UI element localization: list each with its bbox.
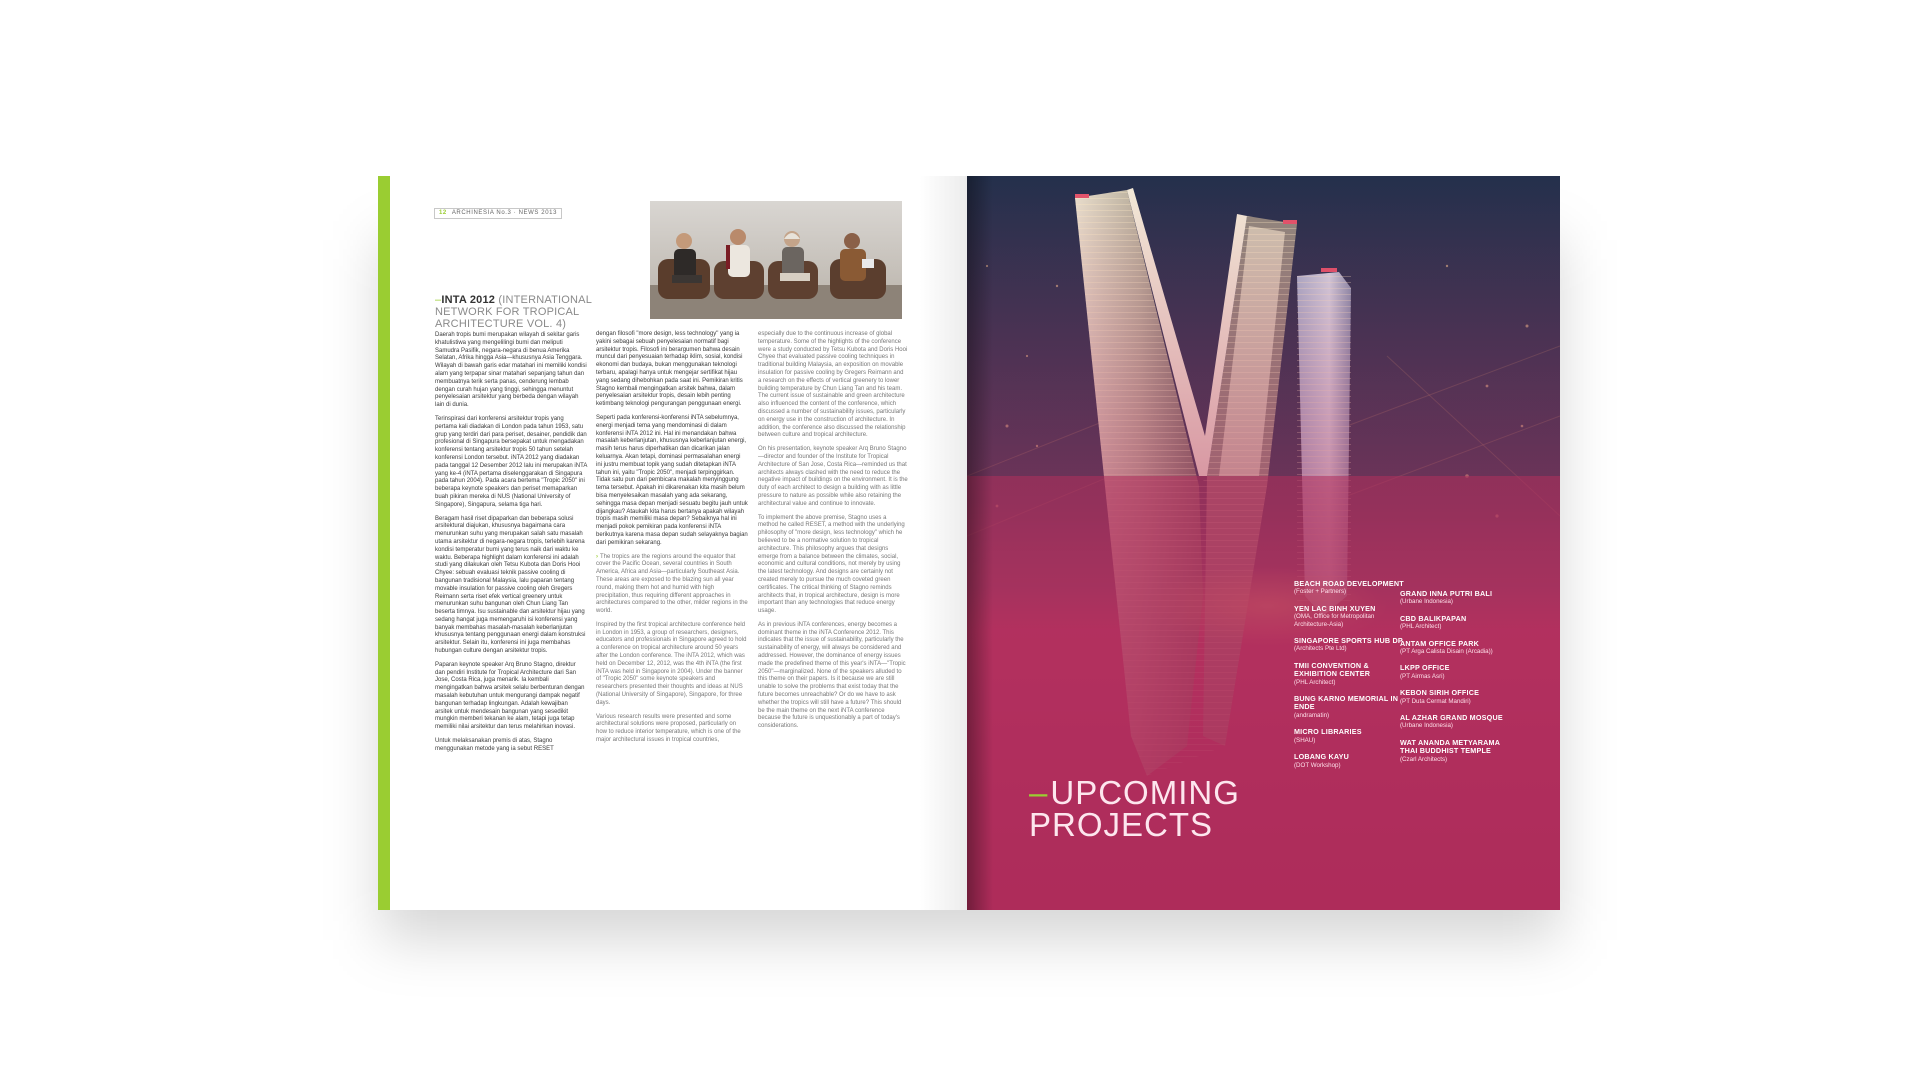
right-page [967, 176, 1560, 910]
heading-line-2: PROJECTS [1029, 806, 1214, 843]
paragraph: Seperti pada konferensi-konferensi iNTA sebelumnya, energi menjadi tema yang mendominasi di dalam konferensi iNTA 2012 ini. Hal ini menandakan bahwa masalah keberlanjutan, khususnya keberlanjutan energi, masih terus harus diperhatikan dan dicarikan jalan keluarnya. Akan tetapi, dominasi permasalahan energi ini justru membuat topik yang sudah ditetapkan iNTA tahun ini, yaitu "Tropic 2050", menjadi terpinggirkan. Tidak satu pun dari pembicara makalah menyinggung tema tersebut. Apakah ini dikarenakan kita masih belum bisa menyelesaikan masalah yang ada sekarang, sehingga masa depan menjadi sesuatu begitu jauh untuk dijangkau? Ataukah kita harus bertanya apakah wilayah tropis masih memiliki masa depan? Sebaiknya hal ini menjadi pokok pemikiran pada konferensi iNTA berikutnya karena masa depan sudah selayaknya bagian dari pemikiran sekarang. [596, 414, 748, 546]
list-item [1400, 664, 1512, 680]
project-firm: (OMA, Office for Metropolitan Architecture-Asia) [1294, 613, 1375, 628]
project-name: CBD BALIKPAPAN [1400, 613, 1467, 623]
title-dash: – [435, 294, 442, 306]
paragraph: Paparan keynote speaker Arq Bruno Stagno, direktur dan pendiri Institute for Tropical Architecture dari San Jose, Costa Rica, juga menarik. Ia kembali mengingatkan bahwa arsitek selalu berbenturan dengan masalah kebutuhan untuk mengurangi dampak negatif bangunan terhadap lingkungan. Adalah kewajiban arsitek untuk mendesain bangunan yang sesedikit mungkin memberi tekanan ke alam, tetapi juga tetap memiliki nilai arsitektur dan terus melahirkan inovasi. [435, 661, 585, 731]
paragraph: Terinspirasi dari konferensi arsitektur tropis yang pertama kali diadakan di London pada tahun 1953, satu grup yang terdiri dari para periset, desainer, pendidik dan profesional di Singapura bersepakat untuk mengadakan konferensi tentang arsitektur tropis 50 tahun setelah konferensi London tersebut. iNTA 2012 yang diadakan pada tanggal 12 Desember 2012 lalu ini merupakan iNTA yang ke-4 (iNTA pertama diselenggarakan di Singapura pada tahun 2004). Pada acara bertema "Tropic 2050" ini beberapa keynote speakers dan periset memaparkan buah pikiran mereka di NUS (National University of Singapore), Singapura, selama tiga hari. [435, 415, 587, 508]
paragraph: Untuk melaksanakan premis di atas, Stagno menggunakan metode yang ia sebut RESET [435, 738, 554, 752]
project-name: KEBON SIRIH OFFICE [1400, 688, 1480, 698]
list-item [1294, 728, 1406, 744]
text-column-3 [758, 331, 908, 737]
text-column-2 [596, 331, 748, 751]
running-head [434, 208, 562, 219]
project-list-left [1294, 580, 1406, 778]
project-firm: (Architects Pte Ltd) [1294, 645, 1347, 653]
project-name: LKPP OFFICE [1400, 663, 1450, 673]
project-firm: (DOT Workshop) [1294, 761, 1341, 769]
project-list-right [1400, 590, 1512, 772]
green-edge-bar [378, 176, 390, 910]
project-name: BEACH ROAD DEVELOPMENT [1294, 579, 1404, 588]
project-name: SINGAPORE SPORTS HUB DP [1294, 636, 1403, 646]
list-item [1294, 662, 1406, 686]
project-firm: (Urbane Indonesia) [1400, 722, 1453, 730]
list-item [1294, 580, 1406, 596]
project-name: BUNG KARNO MEMORIAL IN ENDE [1294, 694, 1399, 712]
article-title [435, 294, 635, 330]
project-firm: (SHAU) [1294, 736, 1316, 744]
list-item [1400, 714, 1512, 730]
chevron-right-icon: › [596, 553, 598, 560]
project-name: AL AZHAR GRAND MOSQUE [1400, 713, 1503, 723]
heading-word-1: UPCOMING [1050, 774, 1240, 811]
title-strong: INTA 2012 [441, 294, 496, 306]
project-name: TMII CONVENTION & EXHIBITION CENTER [1294, 660, 1371, 679]
left-page [378, 176, 967, 910]
project-firm: (PHL Architect) [1294, 678, 1336, 686]
project-firm: (PT Arga Calista Disain (Arcadia)) [1400, 648, 1493, 656]
upcoming-projects-heading [1029, 774, 1240, 843]
english-intro-text: The tropics are the regions around the equator that cover the Pacific Ocean, several countries in South America, Africa and Asia—particularly Southeast Asia. These areas are exposed to the blazing sun all year round, making them hot and humid with high precipitation, thus requiring different approaches in architectures compared to the other, milder regions in the world. [596, 553, 748, 615]
project-firm: (andramatin) [1294, 711, 1330, 719]
paragraph: As in previous iNTA conferences, energy becomes a dominant theme in the iNTA Conference 2012. This indicates that the issue of sustainability, particularly the sustainability of energy, will always be considered and addressed. However, the dominance of energy issues made the predefined theme of this year's iNTA—"Tropic 2050"—marginalized. None of the speakers alluded to this theme on their papers. Is it because we are still unable to solve the problems that exist today that the future becomes unreachable? Or do we have to ask whether the tropics will still have a future? This should be the main theme on the next iNTA conference because the future is unquestionably a part of today's considerations. [758, 621, 906, 730]
project-firm: (Czarl Architects) [1400, 755, 1448, 763]
project-firm: (PT Airmas Asri) [1400, 672, 1445, 680]
list-item [1400, 689, 1512, 705]
english-intro-paragraph [596, 554, 748, 616]
title-rest: (INTERNATIONAL NETWORK FOR TROPICAL ARCHITECTURE VOL. 4) [435, 294, 592, 330]
project-firm: (PT Duta Cermat Mandiri) [1400, 697, 1471, 705]
heading-line-1 [1029, 774, 1240, 811]
list-item [1400, 615, 1512, 631]
list-item [1294, 637, 1406, 653]
conference-panel-photo [650, 201, 902, 319]
project-firm: (Foster + Partners) [1294, 588, 1347, 596]
list-item [1294, 605, 1406, 628]
heading-dash: – [1029, 774, 1049, 811]
running-head-label: ARCHINESIA No.3 · NEWS 2013 [451, 210, 558, 216]
paragraph: dengan filosofi "more design, less technology" yang ia yakini sebagai sebuah penyelesaian normatif bagi arsitektur tropis. Filosofi ini berargumen bahwa desain muncul dari penyesuaian terhadap iklim, sosial, kondisi ekonomi dan budaya, bukan menggunakan teknologi terbaru, apalagi hanya untuk mengejar sertifikat hijau yang sedang dihebohkan pada saat ini. Pemikiran kritis Stagno kembali mengingatkan arsitek bahwa, dalam penyelesaian arsitektur tropis, desain lebih penting ketimbang teknologi pengurangan penggunaan energi. [596, 331, 743, 408]
paragraph: Daerah tropis bumi merupakan wilayah di sekitar garis khatulistiwa yang mengelilingi bumi dan meliputi Samudra Pasifik, negara-negara di benua Amerika Selatan, Afrika hingga Asia—khususnya Asia Tenggara. Wilayah di bawah garis edar matahari ini memiliki kondisi alam yang terpapar sinar matahari sepanjang tahun dan membuatnya terik serta panas, cenderung lembab dengan curah hujan yang tinggi, sehingga menuntut penyelesaian arsitektur yang berbeda dengan wilayah lain di dunia. [435, 332, 587, 409]
project-name: WAT ANANDA METYARAMA THAI BUDDHIST TEMPLE [1400, 737, 1500, 756]
text-column-1 [435, 332, 587, 760]
list-item [1400, 640, 1512, 656]
list-item [1294, 695, 1406, 719]
magazine-spread [378, 176, 1560, 910]
project-firm: (PHL Architect) [1400, 623, 1442, 631]
paragraph: On his presentation, keynote speaker Arq Bruno Stagno—director and founder of the Institute for Tropical Architecture of San Jose, Costa Rica—reminded us that architects always clashed with the need to reduce the negative impact of buildings on the environment. It is the duty of each architect to design a building with as little pressure to nature as possible while also retaining the architectural value and continue to innovate. [758, 446, 908, 507]
project-name: MICRO LIBRARIES [1294, 727, 1362, 737]
paragraph: Various research results were presented and some architectural solutions were proposed, particularly on how to reduce interior temperature, which is one of the major architectural issues in tropical countries, [596, 713, 741, 744]
paragraph: Inspired by the first tropical architecture conference held in London in 1953, a group of researchers, designers, educators and professionals in Singapore agreed to hold a conference on tropical architecture around 50 years after the London conference. The iNTA 2012, which was held on December 12, 2012, was the 4th iNTA (the first iNTA was held in Singapore in 2004). Under the banner of "Tropic 2050" some keynote speakers and researchers presented their thoughts and ideas at NUS (National University of Singapore), Singapore, for three days. [596, 621, 747, 706]
page-number: 12 [439, 210, 447, 216]
panel-photo-illustration [650, 201, 902, 319]
gutter-shadow [967, 176, 993, 910]
project-name: GRAND INNA PUTRI BALI [1400, 589, 1493, 598]
paragraph: To implement the above premise, Stagno uses a method he called RESET, a method with the underlying philosophy of "more design, less technology" which he believed to be a normative solution to tropical architecture. This philosophy argues that designs emerge from a balance between the climates, social, economic and cultural conditions, not merely by using the latest technology. And designs are certainly not created merely to pursue the much coveted green certificates. The critical thinking of Stagno reminds architects that, in tropical architecture, design is more important than any technologies that reduce energy usage. [758, 514, 905, 615]
list-item [1400, 739, 1512, 763]
project-name: YEN LAC BINH XUYEN [1294, 603, 1376, 613]
list-item [1400, 590, 1512, 606]
project-name: ANTAM OFFICE PARK [1400, 638, 1479, 648]
paragraph: Beragam hasil riset dipaparkan dan beberapa solusi arsitektural diajukan, khususnya bagaimana cara menurunkan suhu yang merupakan salah satu masalah utama arsitektur di negara-negara tropis, terlebih karena kondisi temperatur bumi yang terus naik dari waktu ke waktu. Beberapa highlight dalam konferensi ini adalah studi yang dilakukan oleh Tetsu Kubota dan Doris Hooi Chyee: sebuah evaluasi teknik passive cooling di bangunan tradisional Malaysia, lalu paparan tentang movable insulation for passive cooling oleh Gregers Reimann serta riset efek vertical greenery untuk menurunkan suhu bangunan oleh Chun Liang Tan beserta timnya. Isu sustainable dan arsitektur hijau yang sedang hangat juga memengaruhi isi konferensi yang banyak membahas masalah-masalah keberlanjutan khususnya tentang penggunaan energi dalam konstruksi arsitektur. Selain itu, konferensi ini juga membahas hubungan culture dengan arsitektur tropis. [435, 515, 586, 655]
list-item [1294, 753, 1406, 769]
project-firm: (Urbane Indonesia) [1400, 598, 1453, 606]
paragraph: especially due to the continuous increase of global temperature. Some of the highlights of the conference were a study conducted by Tetsu Kubota and Doris Hooi Chyee that evaluated passive cooling techniques in traditional building Malaysia, an exposition on movable insulation for passive cooling by Gregers Reimann and a research on the effects of vertical greenery to lower building temperature by Chun Liang Tan and his team. The current issue of sustainable and green architecture also influenced the content of the conference, which discussed a number of sustainability issues, particularly on energy use in the construction of architecture. In addition, the conference also discussed the relationship between culture and tropical architecture. [758, 331, 908, 439]
project-name: LOBANG KAYU [1294, 752, 1350, 762]
